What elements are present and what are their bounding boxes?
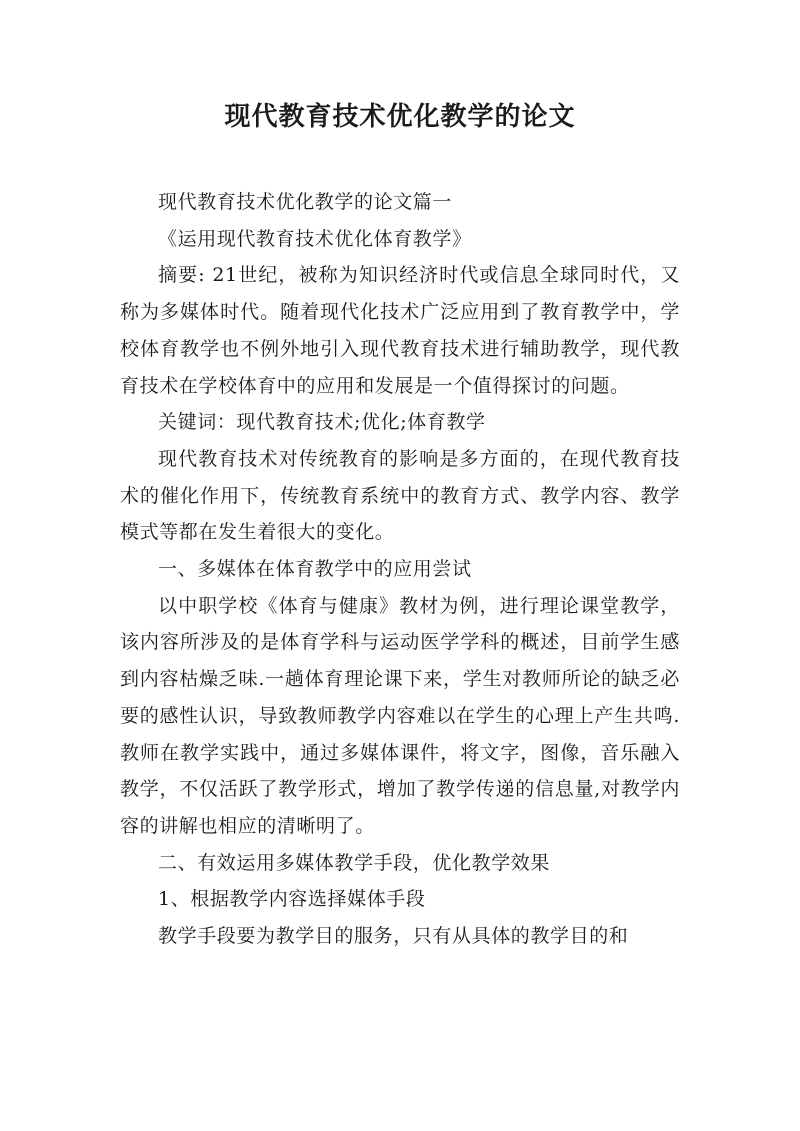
paragraph-section-1: 以中职学校《体育与健康》教材为例，进行理论课堂教学，该内容所涉及的是体育学科与运动医学学科的概述，目前学生感到内容枯燥乏味.一趟体育理论课下来，学生对教师所论的缺乏必要的感性认识，导致教师教学内容难以在学生的心理上产生共鸣.教师在教学实践中，通过多媒体课件，将文字，图像，音乐融入教学，不仅活跃了教学形式，增加了教学传递的信息量,对教学内容的讲解也相应的清晰明了。 [120, 594, 680, 837]
document-title: 现代教育技术优化教学的论文 [224, 102, 576, 132]
paragraph-subsection-1: 教学手段要为教学目的服务，只有从具体的教学目的和 [158, 925, 629, 948]
subsection-heading-1: 1、根据教学内容选择媒体手段 [158, 888, 426, 911]
section-heading-2: 二、有效运用多媒体教学手段，优化教学效果 [158, 851, 551, 874]
paragraph-intro: 现代教育技术对传统教育的影响是多方面的，在现代教育技术的催化作用下，传统教育系统中的教育方式、教学内容、教学模式等都在发生着很大的变化。 [120, 447, 680, 544]
paragraph-article-heading: 现代教育技术优化教学的论文篇一 [158, 191, 453, 213]
paragraph-subtitle: 《运用现代教育技术优化体育教学》 [158, 227, 472, 250]
section-heading-1: 一、多媒体在体育教学中的应用尝试 [158, 558, 472, 581]
document-body [120, 184, 680, 955]
paragraph-keywords: 关键词：现代教育技术;优化;体育教学 [158, 411, 486, 434]
paragraph-abstract: 摘要: 21世纪，被称为知识经济时代或信息全球同时代，又称为多媒体时代。随着现代化技术广泛应用到了教育教学中，学校体育教学也不例外地引入现代教育技术进行辅助教学，现代教育技术在学校体育中的应用和发展是一个值得探讨的问题。 [120, 264, 680, 397]
